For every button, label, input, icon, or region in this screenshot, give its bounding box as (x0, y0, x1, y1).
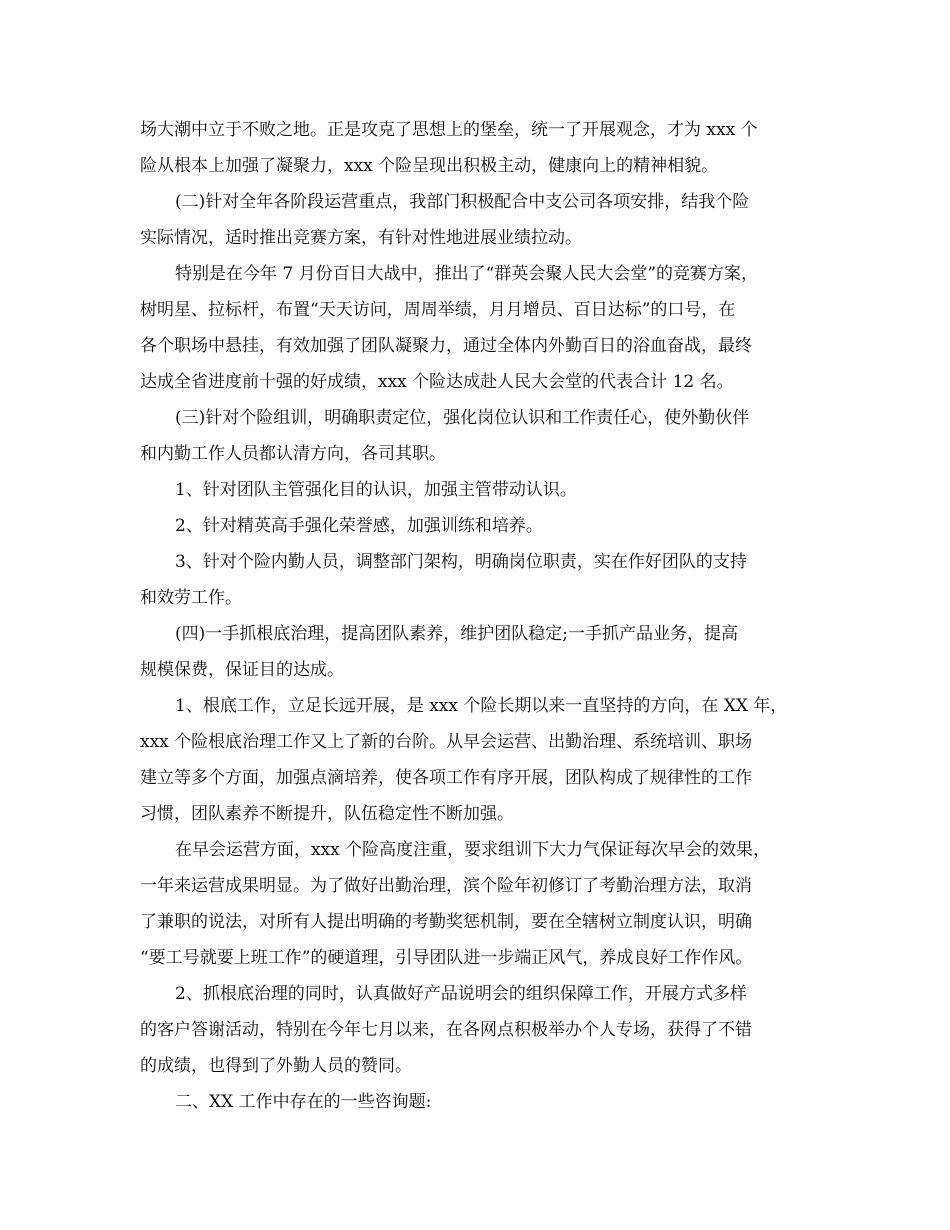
text-line: xxx 个险根底治理工作又上了新的台阶。从早会运营、出勤治理、系统培训、职场 (140, 732, 753, 752)
text-line: 的成绩，也得到了外勤人员的赞同。 (140, 1056, 412, 1076)
text-line: 树明星、拉标杆，布置“天天访问，周周举绩，月月增员、百日达标”的口号，在 (140, 300, 736, 320)
text-line: 实际情况，适时推出竞赛方案，有针对性地进展业绩拉动。 (140, 228, 582, 248)
text-line: 2、针对精英高手强化荣誉感，加强训练和培养。 (175, 516, 543, 536)
text-line: 和效劳工作。 (140, 588, 242, 608)
text-line: 2、抓根底治理的同时，认真做好产品说明会的组织保障工作，开展方式多样 (175, 984, 747, 1004)
text-line: (三)针对个险组训，明确职责定位，强化岗位认识和工作责任心，使外勤伙伴 (175, 408, 750, 428)
text-line: 达成全省进度前十强的好成绩，xxx 个险达成赴人民大会堂的代表合计 12 名。 (140, 372, 734, 392)
text-line: (二)针对全年各阶段运营重点，我部门积极配合中支公司各项安排，结我个险 (175, 192, 750, 212)
text-line: 3、针对个险内勤人员，调整部门架构，明确岗位职责，实在作好团队的支持 (175, 552, 747, 572)
text-line: 建立等多个方面，加强点滴培养，使各项工作有序开展，团队构成了规律性的工作 (140, 768, 752, 788)
text-line: 场大潮中立于不败之地。正是攻克了思想上的堡垒，统一了开展观念，才为 xxx 个 (140, 120, 758, 140)
text-line: 的客户答谢活动，特别在今年七月以来，在各网点积极举办个人专场，获得了不错 (140, 1020, 752, 1040)
text-line: 了兼职的说法，对所有人提出明确的考勤奖惩机制，要在全辖树立制度认识，明确 (140, 912, 752, 932)
text-line: “要工号就要上班工作”的硬道理，引导团队进一步端正风气，养成良好工作作风。 (140, 948, 753, 968)
text-line: 特别是在今年 7 月份百日大战中，推出了“群英会聚人民大会堂”的竞赛方案， (175, 264, 759, 284)
text-line: 1、根底工作，立足长远开展，是 xxx 个险长期以来一直坚持的方向，在 XX 年， (175, 696, 788, 716)
text-line: (四)一手抓根底治理，提高团队素养，维护团队稳定;一手抓产品业务，提高 (175, 624, 738, 644)
text-line: 在早会运营方面，xxx 个险高度注重，要求组训下大力气保证每次早会的效果， (175, 840, 771, 860)
text-line: 规模保费，保证目的达成。 (140, 660, 344, 680)
text-line: 各个职场中悬挂，有效加强了团队凝聚力，通过全体内外勤百日的浴血奋战，最终 (140, 336, 752, 356)
text-line: 险从根本上加强了凝聚力，xxx 个险呈现出积极主动，健康向上的精神相貌。 (140, 156, 719, 176)
text-line: 习惯，团队素养不断提升，队伍稳定性不断加强。 (140, 804, 514, 824)
text-line: 一年来运营成果明显。为了做好出勤治理，滨个险年初修订了考勤治理方法，取消 (140, 876, 752, 896)
text-line: 和内勤工作人员都认清方向，各司其职。 (140, 444, 446, 464)
text-line: 1、针对团队主管强化目的认识，加强主管带动认识。 (175, 480, 577, 500)
section-heading: 二、XX 工作中存在的一些咨询题: (175, 1092, 432, 1112)
